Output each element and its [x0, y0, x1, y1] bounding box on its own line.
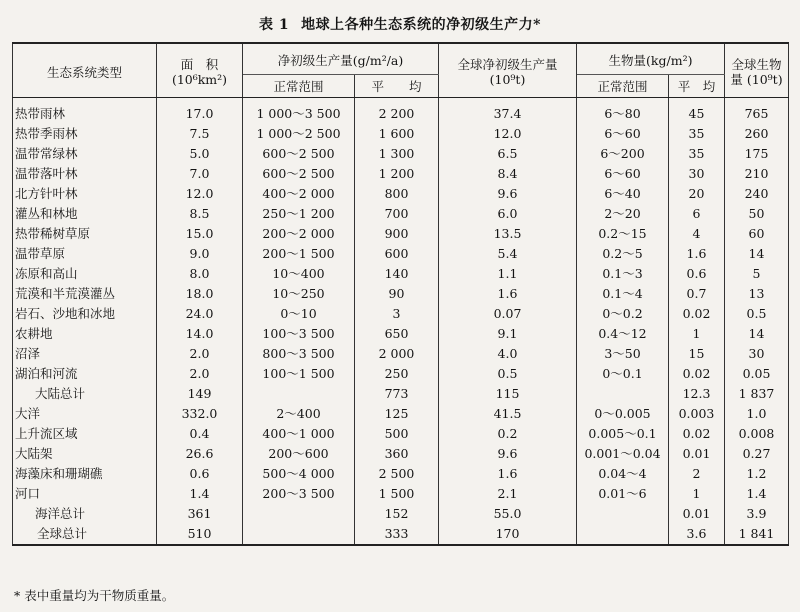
- cell-ecosystem-name: 海洋总计: [13, 504, 157, 524]
- cell-npp-range: 1 000～3 500: [243, 98, 355, 125]
- cell-npp-average: 700: [355, 204, 439, 224]
- table-row: [13, 124, 789, 144]
- cell-biomass-range: 6～60: [577, 164, 669, 184]
- cell-ecosystem-name: 农耕地: [13, 324, 157, 344]
- header-global-biomass: 全球生物 量 (10⁹t): [725, 43, 789, 98]
- cell-global-npp: 1.6: [439, 464, 577, 484]
- cell-biomass-average: 3.6: [669, 524, 725, 545]
- cell-biomass-average: 12.3: [669, 384, 725, 404]
- cell-npp-average: 360: [355, 444, 439, 464]
- cell-global-npp: 37.4: [439, 98, 577, 125]
- header-global-npp: 全球净初级生产量 (10⁹t): [439, 43, 577, 98]
- header-npp-average: 平 均: [355, 75, 439, 98]
- total-row: [13, 524, 789, 545]
- cell-biomass-range: 0.001～0.04: [577, 444, 669, 464]
- cell-area: 17.0: [157, 98, 243, 125]
- cell-npp-average: 152: [355, 504, 439, 524]
- cell-ecosystem-name: 河口: [13, 484, 157, 504]
- cell-npp-range: 600～2 500: [243, 144, 355, 164]
- cell-biomass-range: 0.04～4: [577, 464, 669, 484]
- cell-ecosystem-name: 海藻床和珊瑚礁: [13, 464, 157, 484]
- cell-ecosystem-name: 温带落叶林: [13, 164, 157, 184]
- cell-npp-average: 1 600: [355, 124, 439, 144]
- cell-area: 8.0: [157, 264, 243, 284]
- cell-area: 1.4: [157, 484, 243, 504]
- table-row: [13, 364, 789, 384]
- cell-biomass-range: 0.1～4: [577, 284, 669, 304]
- cell-ecosystem-name: 湖泊和河流: [13, 364, 157, 384]
- cell-global-biomass: 14: [725, 244, 789, 264]
- cell-global-biomass: 1 841: [725, 524, 789, 545]
- table-row: [13, 344, 789, 364]
- cell-biomass-average: 30: [669, 164, 725, 184]
- cell-global-npp: 55.0: [439, 504, 577, 524]
- cell-area: 0.4: [157, 424, 243, 444]
- cell-global-biomass: 0.27: [725, 444, 789, 464]
- cell-global-biomass: 0.5: [725, 304, 789, 324]
- cell-global-biomass: 14: [725, 324, 789, 344]
- cell-biomass-range: 0.4～12: [577, 324, 669, 344]
- cell-npp-range: 10～400: [243, 264, 355, 284]
- cell-biomass-average: 0.02: [669, 364, 725, 384]
- header-biomass-average: 平 均: [669, 75, 725, 98]
- cell-global-biomass: 210: [725, 164, 789, 184]
- cell-global-npp: 12.0: [439, 124, 577, 144]
- cell-npp-average: 2 200: [355, 98, 439, 125]
- table-row: [13, 98, 789, 125]
- cell-biomass-average: 0.01: [669, 504, 725, 524]
- cell-npp-range: 250～1 200: [243, 204, 355, 224]
- cell-npp-range: 800～3 500: [243, 344, 355, 364]
- cell-global-biomass: 60: [725, 224, 789, 244]
- cell-biomass-average: 20: [669, 184, 725, 204]
- cell-area: 7.5: [157, 124, 243, 144]
- cell-global-biomass: 1.4: [725, 484, 789, 504]
- cell-global-biomass: 1.0: [725, 404, 789, 424]
- cell-ecosystem-name: 灌丛和林地: [13, 204, 157, 224]
- cell-npp-average: 2 000: [355, 344, 439, 364]
- cell-npp-average: 900: [355, 224, 439, 244]
- cell-biomass-average: 0.02: [669, 304, 725, 324]
- cell-npp-average: 90: [355, 284, 439, 304]
- cell-global-biomass: 0.008: [725, 424, 789, 444]
- cell-biomass-average: 15: [669, 344, 725, 364]
- cell-area: 7.0: [157, 164, 243, 184]
- cell-ecosystem-name: 冻原和高山: [13, 264, 157, 284]
- ecosystem-productivity-table: [12, 42, 789, 546]
- cell-area: 2.0: [157, 344, 243, 364]
- footnote: * 表中重量均为干物质重量。: [14, 588, 175, 603]
- cell-biomass-range: [577, 524, 669, 545]
- cell-global-npp: 13.5: [439, 224, 577, 244]
- cell-npp-range: 200～600: [243, 444, 355, 464]
- cell-global-biomass: 1 837: [725, 384, 789, 404]
- cell-area: 12.0: [157, 184, 243, 204]
- cell-global-npp: 6.5: [439, 144, 577, 164]
- cell-biomass-range: 6～60: [577, 124, 669, 144]
- cell-npp-range: 2～400: [243, 404, 355, 424]
- subtotal-row: [13, 384, 789, 404]
- cell-area: 15.0: [157, 224, 243, 244]
- header-ecosystem-type: 生态系统类型: [13, 43, 157, 98]
- cell-global-biomass: 13: [725, 284, 789, 304]
- cell-npp-range: 400～2 000: [243, 184, 355, 204]
- cell-area: 24.0: [157, 304, 243, 324]
- cell-biomass-average: 0.01: [669, 444, 725, 464]
- cell-area: 18.0: [157, 284, 243, 304]
- cell-npp-average: 1 200: [355, 164, 439, 184]
- cell-global-biomass: 5: [725, 264, 789, 284]
- cell-global-npp: 9.1: [439, 324, 577, 344]
- cell-area: 149: [157, 384, 243, 404]
- cell-npp-range: [243, 524, 355, 545]
- cell-global-biomass: 50: [725, 204, 789, 224]
- cell-area: 0.6: [157, 464, 243, 484]
- table-row: [13, 404, 789, 424]
- cell-global-biomass: 240: [725, 184, 789, 204]
- cell-biomass-average: 2: [669, 464, 725, 484]
- cell-biomass-average: 0.7: [669, 284, 725, 304]
- cell-biomass-average: 1: [669, 484, 725, 504]
- cell-area: 14.0: [157, 324, 243, 344]
- cell-global-npp: 0.2: [439, 424, 577, 444]
- cell-npp-average: 773: [355, 384, 439, 404]
- cell-area: 332.0: [157, 404, 243, 424]
- table-row: [13, 184, 789, 204]
- cell-global-npp: 4.0: [439, 344, 577, 364]
- cell-npp-range: [243, 384, 355, 404]
- header-biomass: 生物量(kg/m²): [577, 43, 725, 75]
- cell-biomass-range: 0～0.1: [577, 364, 669, 384]
- cell-global-biomass: 175: [725, 144, 789, 164]
- cell-area: 9.0: [157, 244, 243, 264]
- cell-biomass-range: 0.1～3: [577, 264, 669, 284]
- cell-biomass-average: 35: [669, 124, 725, 144]
- cell-ecosystem-name: 大陆总计: [13, 384, 157, 404]
- cell-ecosystem-name: 荒漠和半荒漠灌丛: [13, 284, 157, 304]
- cell-area: 361: [157, 504, 243, 524]
- cell-global-npp: 8.4: [439, 164, 577, 184]
- cell-biomass-range: 0.005～0.1: [577, 424, 669, 444]
- cell-npp-range: 1 000～2 500: [243, 124, 355, 144]
- cell-npp-range: 500～4 000: [243, 464, 355, 484]
- cell-npp-average: 250: [355, 364, 439, 384]
- cell-biomass-range: 0.01～6: [577, 484, 669, 504]
- cell-npp-average: 125: [355, 404, 439, 424]
- cell-npp-average: 800: [355, 184, 439, 204]
- cell-global-npp: 1.6: [439, 284, 577, 304]
- cell-npp-range: 600～2 500: [243, 164, 355, 184]
- table-row: [13, 224, 789, 244]
- cell-biomass-range: 0～0.005: [577, 404, 669, 424]
- cell-global-biomass: 30: [725, 344, 789, 364]
- cell-npp-average: 600: [355, 244, 439, 264]
- header-area: 面 积 (10⁶km²): [157, 43, 243, 98]
- cell-global-npp: 5.4: [439, 244, 577, 264]
- cell-global-npp: 170: [439, 524, 577, 545]
- cell-npp-average: 3: [355, 304, 439, 324]
- cell-biomass-average: 45: [669, 98, 725, 125]
- cell-biomass-average: 4: [669, 224, 725, 244]
- cell-npp-range: 400～1 000: [243, 424, 355, 444]
- cell-npp-average: 2 500: [355, 464, 439, 484]
- cell-ecosystem-name: 热带雨林: [13, 98, 157, 125]
- cell-area: 2.0: [157, 364, 243, 384]
- cell-biomass-range: 0～0.2: [577, 304, 669, 324]
- cell-global-biomass: 0.05: [725, 364, 789, 384]
- cell-global-biomass: 765: [725, 98, 789, 125]
- cell-global-npp: 0.5: [439, 364, 577, 384]
- table-number: 表 1: [259, 17, 290, 33]
- cell-global-npp: 1.1: [439, 264, 577, 284]
- cell-npp-range: 100～3 500: [243, 324, 355, 344]
- cell-biomass-average: 1: [669, 324, 725, 344]
- cell-biomass-average: 35: [669, 144, 725, 164]
- header-npp: 净初级生产量(g/m²/a): [243, 43, 439, 75]
- cell-ecosystem-name: 温带常绿林: [13, 144, 157, 164]
- cell-ecosystem-name: 大洋: [13, 404, 157, 424]
- cell-global-npp: 0.07: [439, 304, 577, 324]
- table-row: [13, 264, 789, 284]
- cell-biomass-range: [577, 504, 669, 524]
- cell-ecosystem-name: 沼泽: [13, 344, 157, 364]
- table-row: [13, 464, 789, 484]
- cell-npp-range: 10～250: [243, 284, 355, 304]
- cell-npp-range: 100～1 500: [243, 364, 355, 384]
- cell-biomass-range: 6～80: [577, 98, 669, 125]
- cell-global-biomass: 1.2: [725, 464, 789, 484]
- cell-npp-average: 1 500: [355, 484, 439, 504]
- table-row: [13, 284, 789, 304]
- table-row: [13, 484, 789, 504]
- cell-npp-average: 650: [355, 324, 439, 344]
- cell-npp-range: 200～1 500: [243, 244, 355, 264]
- cell-npp-average: 500: [355, 424, 439, 444]
- cell-ecosystem-name: 温带草原: [13, 244, 157, 264]
- table-row: [13, 304, 789, 324]
- cell-global-npp: 41.5: [439, 404, 577, 424]
- cell-ecosystem-name: 全球总计: [13, 524, 157, 545]
- header-npp-range: 正常范围: [243, 75, 355, 98]
- cell-npp-average: 1 300: [355, 144, 439, 164]
- cell-area: 510: [157, 524, 243, 545]
- cell-area: 5.0: [157, 144, 243, 164]
- cell-ecosystem-name: 北方针叶林: [13, 184, 157, 204]
- table-caption: [0, 14, 800, 34]
- cell-npp-range: 200～2 000: [243, 224, 355, 244]
- cell-npp-range: [243, 504, 355, 524]
- table-row: [13, 244, 789, 264]
- cell-biomass-range: 6～200: [577, 144, 669, 164]
- cell-biomass-average: 0.6: [669, 264, 725, 284]
- cell-biomass-average: 6: [669, 204, 725, 224]
- cell-biomass-average: 0.003: [669, 404, 725, 424]
- cell-global-npp: 115: [439, 384, 577, 404]
- table-row: [13, 204, 789, 224]
- header-biomass-range: 正常范围: [577, 75, 669, 98]
- table-row: [13, 444, 789, 464]
- cell-global-npp: 9.6: [439, 444, 577, 464]
- cell-global-npp: 2.1: [439, 484, 577, 504]
- cell-global-npp: 6.0: [439, 204, 577, 224]
- cell-ecosystem-name: 热带季雨林: [13, 124, 157, 144]
- cell-global-biomass: 3.9: [725, 504, 789, 524]
- cell-ecosystem-name: 岩石、沙地和冰地: [13, 304, 157, 324]
- cell-area: 26.6: [157, 444, 243, 464]
- cell-biomass-average: 1.6: [669, 244, 725, 264]
- cell-biomass-range: 2～20: [577, 204, 669, 224]
- cell-npp-range: 0～10: [243, 304, 355, 324]
- cell-biomass-range: 3～50: [577, 344, 669, 364]
- subtotal-row: [13, 504, 789, 524]
- cell-npp-average: 333: [355, 524, 439, 545]
- cell-biomass-range: 0.2～15: [577, 224, 669, 244]
- cell-biomass-range: 6～40: [577, 184, 669, 204]
- cell-npp-average: 140: [355, 264, 439, 284]
- cell-biomass-range: [577, 384, 669, 404]
- cell-area: 8.5: [157, 204, 243, 224]
- table-row: [13, 324, 789, 344]
- cell-biomass-average: 0.02: [669, 424, 725, 444]
- cell-biomass-range: 0.2～5: [577, 244, 669, 264]
- cell-global-npp: 9.6: [439, 184, 577, 204]
- cell-global-biomass: 260: [725, 124, 789, 144]
- table-row: [13, 144, 789, 164]
- table-row: [13, 164, 789, 184]
- table-body: [13, 98, 789, 546]
- cell-ecosystem-name: 上升流区域: [13, 424, 157, 444]
- cell-ecosystem-name: 大陆架: [13, 444, 157, 464]
- table-row: [13, 424, 789, 444]
- table-title: 地球上各种生态系统的净初级生产力*: [301, 17, 541, 33]
- cell-ecosystem-name: 热带稀树草原: [13, 224, 157, 244]
- cell-npp-range: 200～3 500: [243, 484, 355, 504]
